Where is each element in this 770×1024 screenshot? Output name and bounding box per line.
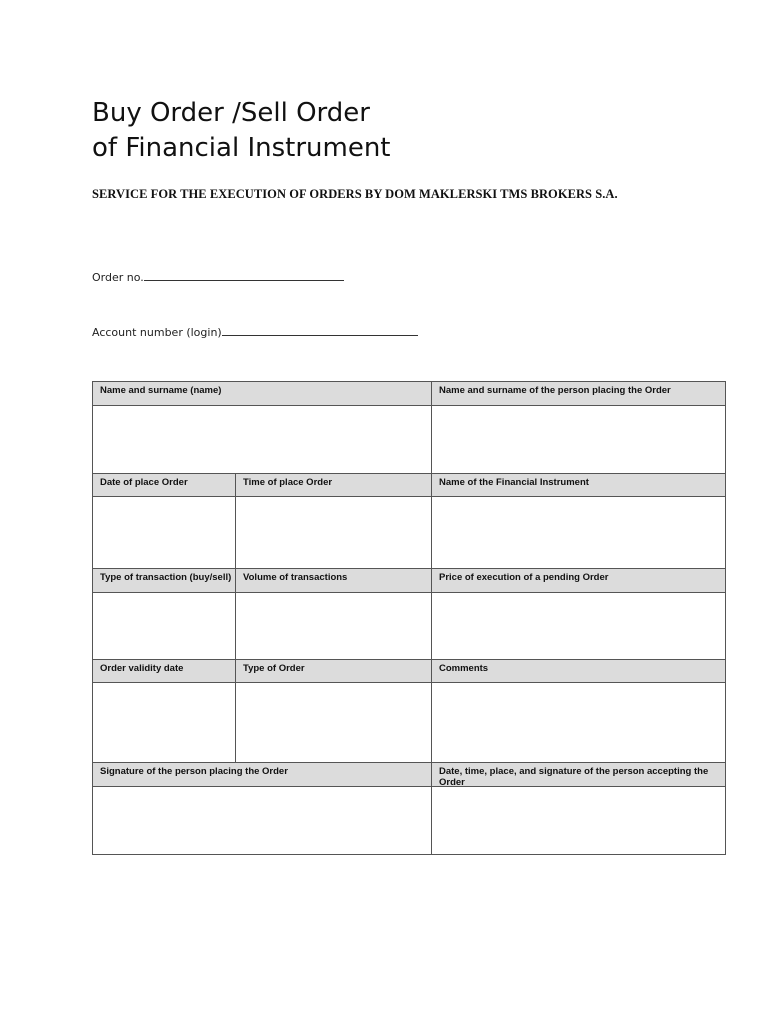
header-time-place: Time of place Order [236,474,431,497]
column-divider [431,382,432,854]
order-no-label: Order no. [92,271,144,284]
page-title [92,96,391,166]
input-transaction-type[interactable] [93,593,235,659]
input-signature-accepting[interactable] [432,787,725,854]
header-person-placing: Name and surname of the person placing the Order [432,382,725,406]
header-signature-accepting: Date, time, place, and signature of the person accepting the Order [432,763,725,787]
service-subtitle: SERVICE FOR THE EXECUTION OF ORDERS BY DOM MAKLERSKI TMS BROKERS S.A. [92,187,618,201]
header-comments: Comments [432,660,725,683]
input-volume[interactable] [236,593,431,659]
header-volume: Volume of transactions [236,569,431,593]
input-validity-date[interactable] [93,683,235,762]
title-line-2: of Financial Instrument [92,133,391,163]
account-number-blank[interactable] [222,323,418,336]
header-order-type: Type of Order [236,660,431,683]
input-price-pending[interactable] [432,593,725,659]
account-number-field[interactable] [92,323,418,339]
header-price-pending: Price of execution of a pending Order [432,569,725,593]
header-date-place: Date of place Order [93,474,235,497]
input-comments[interactable] [432,683,725,762]
header-signature-placing: Signature of the person placing the Order [93,763,431,787]
order-form-table [92,381,726,855]
order-no-blank[interactable] [144,268,344,281]
header-name-surname: Name and surname (name) [93,382,431,406]
header-instrument-name: Name of the Financial Instrument [432,474,725,497]
title-line-1: Buy Order /Sell Order [92,98,370,128]
input-date-place[interactable] [93,497,235,568]
header-validity-date: Order validity date [93,660,235,683]
input-order-type[interactable] [236,683,431,762]
input-person-placing[interactable] [432,406,725,473]
input-signature-placing[interactable] [93,787,431,854]
account-number-label: Account number (login) [92,326,222,339]
column-divider [235,474,236,762]
input-time-place[interactable] [236,497,431,568]
order-no-field[interactable] [92,268,344,284]
header-transaction-type: Type of transaction (buy/sell) [93,569,235,593]
input-name-surname[interactable] [93,406,431,473]
input-instrument-name[interactable] [432,497,725,568]
